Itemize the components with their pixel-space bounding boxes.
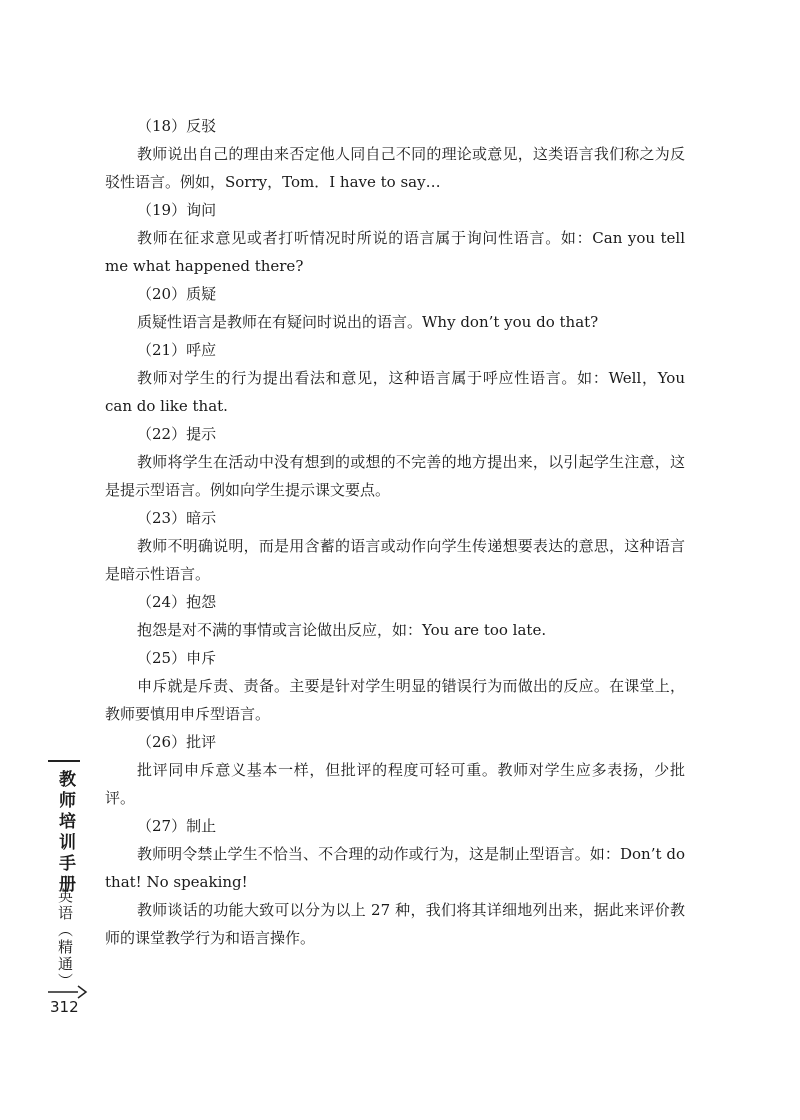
section-heading-22: （22）提示 (137, 425, 217, 443)
sidebar-rule (48, 760, 80, 762)
book-subtitle: 英语（精通） (56, 888, 74, 990)
section-heading-27: （27）制止 (137, 817, 217, 835)
paragraph: 教师将学生在活动中没有想到的或想的不完善的地方提出来，以引起学生注意，这是提示型语言。例如向学生提示课文要点。 (105, 453, 685, 499)
section-heading-23: （23）暗示 (137, 509, 217, 527)
section-heading-21: （21）呼应 (137, 341, 217, 359)
paragraph: 教师对学生的行为提出看法和意见，这种语言属于呼应性语言。如：Well，You can do like that. (105, 369, 685, 415)
section-heading-26: （26）批评 (137, 733, 217, 751)
page-number: 312 (50, 998, 79, 1016)
margin-sidebar (48, 760, 86, 1018)
page-body (105, 112, 685, 952)
paragraph: 批评同申斥意义基本一样，但批评的程度可轻可重。教师对学生应多表扬，少批评。 (105, 761, 685, 807)
paragraph: 质疑性语言是教师在有疑问时说出的语言。Why don’t you do that? (137, 313, 599, 331)
section-heading-20: （20）质疑 (137, 285, 217, 303)
paragraph: 教师不明确说明，而是用含蓄的语言或动作向学生传递想要表达的意思，这种语言是暗示性语言。 (105, 537, 685, 583)
section-heading-24: （24）抱怨 (137, 593, 217, 611)
section-heading-18: （18）反驳 (137, 117, 217, 135)
paragraph: 教师说出自己的理由来否定他人同自己不同的理论或意见，这类语言我们称之为反驳性语言。例如，Sorry，Tom．I have to say… (105, 145, 685, 191)
page-arrow-icon (48, 985, 88, 999)
paragraph: 教师在征求意见或者打听情况时所说的语言属于询问性语言。如：Can you tell me what happened there? (105, 229, 685, 275)
section-heading-19: （19）询问 (137, 201, 217, 219)
paragraph: 教师明令禁止学生不恰当、不合理的动作或行为，这是制止型语言。如：Don’t do that! No speaking! (105, 845, 685, 891)
paragraph: 申斥就是斥责、责备。主要是针对学生明显的错误行为而做出的反应。在课堂上，教师要慎用申斥型语言。 (105, 677, 685, 723)
paragraph: 教师谈话的功能大致可以分为以上 27 种，我们将其详细地列出来，据此来评价教师的课堂教学行为和语言操作。 (105, 901, 685, 947)
paragraph: 抱怨是对不满的事情或言论做出反应，如：You are too late. (137, 621, 547, 639)
section-heading-25: （25）申斥 (137, 649, 217, 667)
book-title: 教师培训手册 (55, 770, 75, 896)
